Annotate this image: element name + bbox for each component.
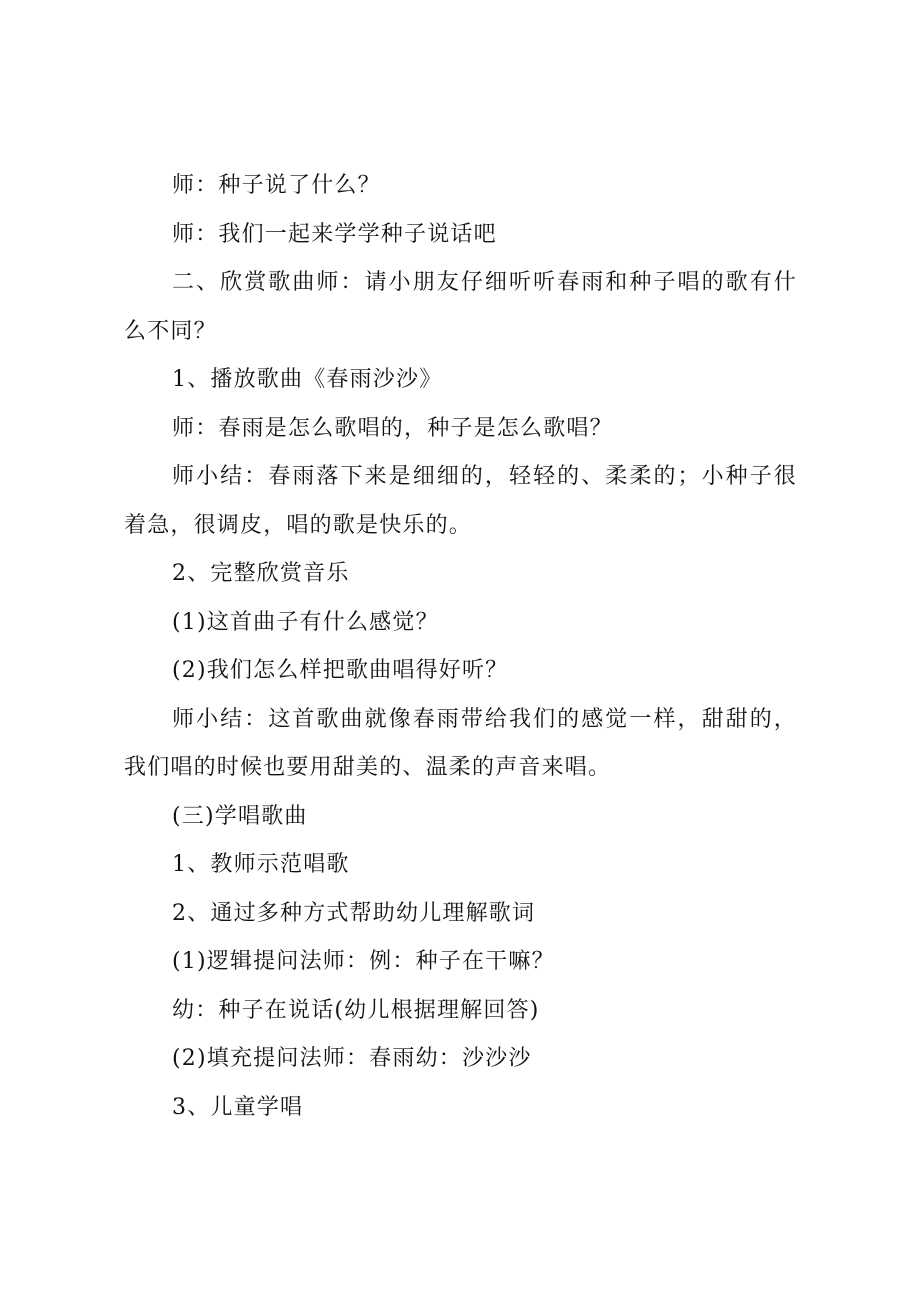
document-body: [124, 162, 797, 1132]
paragraph-8: (1)这首曲子有什么感觉？: [172, 609, 439, 635]
paragraph-2: 师：我们一起来学学种子说话吧: [172, 221, 497, 247]
paragraph-11: (三)学唱歌曲: [172, 803, 308, 829]
paragraph-15: 幼：种子在说话(幼儿根据理解回答): [172, 997, 540, 1023]
paragraph-7: 2、完整欣赏音乐: [172, 561, 350, 586]
paragraph-6: 师小结：春雨落下来是细细的，轻轻的、柔柔的；小种子很着急，很调皮，唱的歌是快乐的。: [124, 464, 797, 538]
paragraph-17: 3、儿童学唱: [172, 1094, 304, 1120]
paragraph-5: 师：春雨是怎么歌唱的，种子是怎么歌唱？: [172, 415, 613, 441]
paragraph-13: 2、通过多种方式帮助幼儿理解歌词: [172, 900, 536, 926]
paragraph-3: 二、欣赏歌曲师：请小朋友仔细听听春雨和种子唱的歌有什么不同？: [124, 270, 797, 344]
paragraph-10: 师小结：这首歌曲就像春雨带给我们的感觉一样，甜甜的，我们唱的时候也要用甜美的、温柔的声音来唱。: [124, 706, 797, 780]
paragraph-16: (2)填充提问法师：春雨幼：沙沙沙: [172, 1046, 532, 1071]
paragraph-12: 1、教师示范唱歌: [172, 852, 350, 877]
paragraph-4: 1、播放歌曲《春雨沙沙》: [172, 367, 443, 392]
paragraph-1: 师：种子说了什么？: [172, 173, 381, 198]
paragraph-9: (2)我们怎么样把歌曲唱得好听？: [172, 658, 509, 683]
paragraph-14: (1)逻辑提问法师：例：种子在干嘛？: [172, 949, 555, 974]
